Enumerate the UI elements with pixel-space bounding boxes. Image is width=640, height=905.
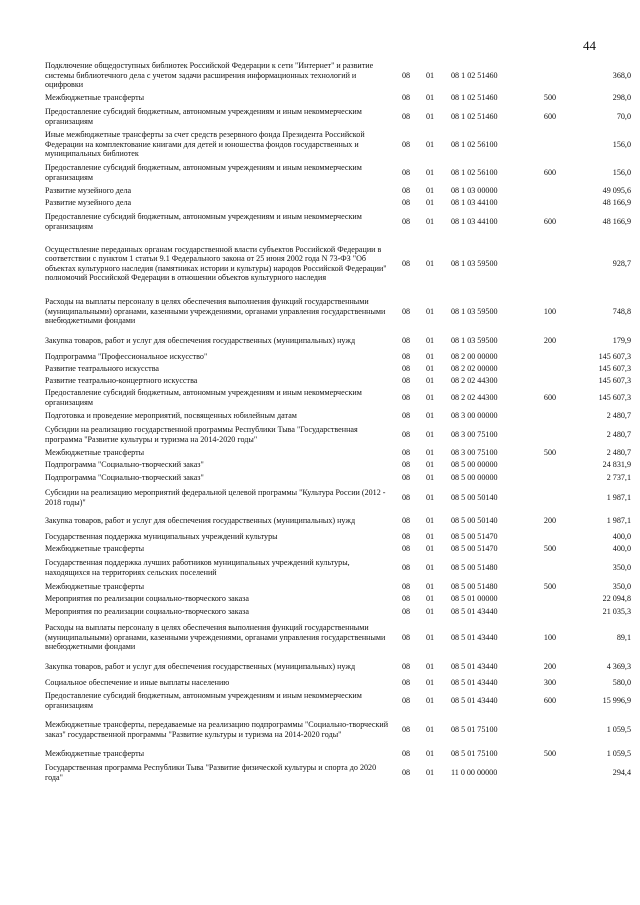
subsection-code: 01 bbox=[425, 632, 435, 642]
table-row bbox=[44, 459, 632, 471]
section-code: 08 bbox=[401, 447, 411, 457]
amount: 179,9 bbox=[612, 335, 631, 345]
expense-name: Подпрограмма "Социально-творческий заказ" bbox=[45, 472, 204, 482]
amount: 368,0 bbox=[612, 70, 631, 80]
table-row bbox=[44, 423, 632, 447]
amount: 15 996,9 bbox=[602, 695, 631, 705]
expense-name: Мероприятия по реализации социально-творческого заказа bbox=[45, 606, 249, 616]
section-code: 08 bbox=[401, 197, 411, 207]
subsection-code: 01 bbox=[425, 258, 435, 268]
target-article-code: 08 5 00 00000 bbox=[451, 459, 498, 469]
section-code: 08 bbox=[401, 185, 411, 195]
target-article-code: 11 0 00 00000 bbox=[451, 767, 498, 777]
subsection-code: 01 bbox=[425, 447, 435, 457]
target-article-code: 08 1 03 59500 bbox=[451, 258, 498, 268]
subsection-code: 01 bbox=[425, 185, 435, 195]
target-article-code: 08 5 01 75100 bbox=[451, 724, 498, 734]
target-article-code: 08 1 02 56100 bbox=[451, 139, 498, 149]
expense-type-code bbox=[532, 593, 568, 605]
expense-name: Межбюджетные трансферты bbox=[45, 92, 145, 102]
expense-type-code bbox=[532, 531, 568, 543]
expense-type-code bbox=[532, 129, 568, 161]
section-code: 08 bbox=[401, 459, 411, 469]
expense-name: Межбюджетные трансферты, передаваемые на реализацию подпрограммы "Социально-творческий заказ" государственной программы "Развитие культуры и туризма на 2014-2020 годы" bbox=[45, 720, 389, 739]
subsection-code: 01 bbox=[425, 515, 435, 525]
budget-table bbox=[44, 60, 632, 785]
expense-type-code bbox=[532, 363, 568, 375]
amount: 145 607,3 bbox=[598, 351, 631, 361]
table-row bbox=[44, 293, 632, 331]
expense-type-code: 500 bbox=[543, 543, 557, 553]
expense-name: Предоставление субсидий бюджетным, автономным учреждениям и иным некоммерческим организациям bbox=[45, 691, 362, 710]
table-row bbox=[44, 60, 632, 91]
table-row bbox=[44, 235, 632, 293]
table-row bbox=[44, 351, 632, 363]
expense-type-code bbox=[532, 197, 568, 209]
subsection-code: 01 bbox=[425, 661, 435, 671]
expense-name: Расходы на выплаты персоналу в целях обеспечения выполнения функций государственными (муниципальными) органами, казенными учреждениями, органами управления государственными внебюджетными фондами bbox=[45, 297, 386, 326]
target-article-code: 08 5 01 43440 bbox=[451, 632, 498, 642]
subsection-code: 01 bbox=[425, 363, 435, 373]
subsection-code: 01 bbox=[425, 593, 435, 603]
section-code: 08 bbox=[401, 492, 411, 502]
table-row bbox=[44, 555, 632, 581]
section-code: 08 bbox=[401, 472, 411, 482]
expense-name: Закупка товаров, работ и услуг для обеспечения государственных (муниципальных) нужд bbox=[45, 335, 356, 345]
subsection-code: 01 bbox=[425, 375, 435, 385]
amount: 1 987,1 bbox=[606, 492, 631, 502]
amount: 145 607,3 bbox=[598, 375, 631, 385]
expense-type-code: 300 bbox=[543, 677, 557, 687]
table-row bbox=[44, 593, 632, 605]
subsection-code: 01 bbox=[425, 562, 435, 572]
target-article-code: 08 5 00 50140 bbox=[451, 492, 498, 502]
amount: 21 035,3 bbox=[602, 606, 631, 616]
subsection-code: 01 bbox=[425, 111, 435, 121]
table-row bbox=[44, 471, 632, 485]
subsection-code: 01 bbox=[425, 392, 435, 402]
amount: 4 369,3 bbox=[606, 661, 631, 671]
amount: 49 095,6 bbox=[602, 185, 631, 195]
expense-name: Подпрограмма "Профессиональное искусство" bbox=[45, 351, 208, 361]
section-code: 08 bbox=[401, 392, 411, 402]
expense-type-code bbox=[532, 185, 568, 197]
subsection-code: 01 bbox=[425, 606, 435, 616]
target-article-code: 08 2 02 44300 bbox=[451, 392, 498, 402]
table-body bbox=[44, 60, 632, 785]
table-row bbox=[44, 657, 632, 677]
target-article-code: 08 1 02 51460 bbox=[451, 70, 498, 80]
table-row bbox=[44, 185, 632, 197]
expense-type-code bbox=[532, 761, 568, 785]
target-article-code: 08 1 03 59500 bbox=[451, 335, 498, 345]
subsection-code: 01 bbox=[425, 472, 435, 482]
section-code: 08 bbox=[401, 531, 411, 541]
section-code: 08 bbox=[401, 632, 411, 642]
section-code: 08 bbox=[401, 661, 411, 671]
amount: 350,0 bbox=[612, 581, 631, 591]
expense-name: Межбюджетные трансферты bbox=[45, 581, 145, 591]
expense-name: Субсидии на реализацию государственной программы Республики Тыва "Государственная программа "Развитие культуры и туризма на 2014-2020 годы" bbox=[45, 425, 358, 444]
table-row bbox=[44, 387, 632, 409]
subsection-code: 01 bbox=[425, 695, 435, 705]
amount: 2 480,7 bbox=[606, 447, 631, 457]
amount: 48 166,9 bbox=[602, 197, 631, 207]
section-code: 08 bbox=[401, 581, 411, 591]
expense-type-code bbox=[532, 423, 568, 447]
table-row bbox=[44, 197, 632, 209]
expense-name: Мероприятия по реализации социально-творческого заказа bbox=[45, 593, 249, 603]
amount: 2 737,1 bbox=[606, 472, 631, 482]
amount: 22 094,8 bbox=[602, 593, 631, 603]
expense-type-code bbox=[532, 375, 568, 387]
subsection-code: 01 bbox=[425, 581, 435, 591]
subsection-code: 01 bbox=[425, 70, 435, 80]
table-row bbox=[44, 531, 632, 543]
target-article-code: 08 5 00 51470 bbox=[451, 543, 498, 553]
target-article-code: 08 5 00 51470 bbox=[451, 531, 498, 541]
subsection-code: 01 bbox=[425, 216, 435, 226]
expense-name: Субсидии на реализацию мероприятий федеральной целевой программы "Культура России (2012 - 2018 годы)" bbox=[45, 488, 386, 507]
expense-name: Социальное обеспечение и иные выплаты населению bbox=[45, 677, 230, 687]
target-article-code: 08 5 01 43440 bbox=[451, 677, 498, 687]
expense-name: Развитие театрального искусства bbox=[45, 363, 159, 373]
table-row bbox=[44, 761, 632, 785]
target-article-code: 08 5 01 43440 bbox=[451, 695, 498, 705]
subsection-code: 01 bbox=[425, 429, 435, 439]
amount: 400,0 bbox=[612, 531, 631, 541]
expense-name: Межбюджетные трансферты bbox=[45, 543, 145, 553]
subsection-code: 01 bbox=[425, 306, 435, 316]
expense-type-code bbox=[532, 605, 568, 619]
amount: 1 059,5 bbox=[606, 724, 631, 734]
subsection-code: 01 bbox=[425, 167, 435, 177]
expense-type-code: 500 bbox=[543, 748, 557, 758]
target-article-code: 08 5 00 51480 bbox=[451, 581, 498, 591]
target-article-code: 08 5 01 43440 bbox=[451, 606, 498, 616]
subsection-code: 01 bbox=[425, 410, 435, 420]
amount: 2 480,7 bbox=[606, 429, 631, 439]
table-row bbox=[44, 91, 632, 105]
section-code: 08 bbox=[401, 335, 411, 345]
section-code: 08 bbox=[401, 410, 411, 420]
target-article-code: 08 1 02 51460 bbox=[451, 111, 498, 121]
expense-name: Межбюджетные трансферты bbox=[45, 447, 145, 457]
expense-name: Подготовка и проведение мероприятий, посвященных юбилейным датам bbox=[45, 410, 297, 420]
amount: 89,1 bbox=[616, 632, 631, 642]
amount: 70,0 bbox=[616, 111, 631, 121]
amount: 24 831,9 bbox=[602, 459, 631, 469]
expense-type-code: 500 bbox=[543, 92, 557, 102]
table-row bbox=[44, 543, 632, 555]
section-code: 08 bbox=[401, 111, 411, 121]
section-code: 08 bbox=[401, 216, 411, 226]
expense-type-code bbox=[532, 713, 568, 747]
subsection-code: 01 bbox=[425, 767, 435, 777]
subsection-code: 01 bbox=[425, 351, 435, 361]
expense-type-code: 600 bbox=[543, 167, 557, 177]
amount: 294,4 bbox=[612, 767, 631, 777]
table-row bbox=[44, 363, 632, 375]
expense-type-code bbox=[532, 409, 568, 423]
expense-name: Государственная поддержка муниципальных учреждений культуры bbox=[45, 531, 278, 541]
expense-type-code bbox=[532, 60, 568, 91]
section-code: 08 bbox=[401, 139, 411, 149]
amount: 298,0 bbox=[612, 92, 631, 102]
section-code: 08 bbox=[401, 748, 411, 758]
expense-name: Предоставление субсидий бюджетным, автономным учреждениям и иным некоммерческим организациям bbox=[45, 388, 362, 407]
section-code: 08 bbox=[401, 593, 411, 603]
expense-type-code bbox=[532, 471, 568, 485]
target-article-code: 08 1 02 56100 bbox=[451, 167, 498, 177]
expense-type-code bbox=[532, 235, 568, 293]
expense-type-code: 500 bbox=[543, 581, 557, 591]
amount: 350,0 bbox=[612, 562, 631, 572]
expense-type-code: 600 bbox=[543, 111, 557, 121]
subsection-code: 01 bbox=[425, 492, 435, 502]
table-row bbox=[44, 605, 632, 619]
expense-name: Осуществление переданных органам государственной власти субъектов Российской Федерации в соответствии с пунктом 1 статьи 9.1 Федерального закона от 25 июня 2002 года N 73-ФЗ "Об объектах культурного наследия (памятниках истории и культуры) народов Российской Федерации" полномочий Российской Федерации в отношении объектов культурного наследия bbox=[45, 244, 387, 283]
table-row bbox=[44, 447, 632, 459]
expense-type-code bbox=[532, 459, 568, 471]
table-row bbox=[44, 331, 632, 351]
expense-name: Предоставление субсидий бюджетным, автономным учреждениям и иным некоммерческим организациям bbox=[45, 163, 362, 182]
expense-type-code: 200 bbox=[543, 661, 557, 671]
target-article-code: 08 3 00 75100 bbox=[451, 429, 498, 439]
table-row bbox=[44, 161, 632, 185]
table-row bbox=[44, 105, 632, 129]
target-article-code: 08 5 00 00000 bbox=[451, 472, 498, 482]
table-row bbox=[44, 713, 632, 747]
target-article-code: 08 2 02 44300 bbox=[451, 375, 498, 385]
subsection-code: 01 bbox=[425, 748, 435, 758]
target-article-code: 08 2 00 00000 bbox=[451, 351, 498, 361]
expense-name: Закупка товаров, работ и услуг для обеспечения государственных (муниципальных) нужд bbox=[45, 515, 356, 525]
section-code: 08 bbox=[401, 429, 411, 439]
amount: 145 607,3 bbox=[598, 363, 631, 373]
target-article-code: 08 5 01 43440 bbox=[451, 661, 498, 671]
target-article-code: 08 1 03 00000 bbox=[451, 185, 498, 195]
subsection-code: 01 bbox=[425, 724, 435, 734]
amount: 400,0 bbox=[612, 543, 631, 553]
expense-name: Межбюджетные трансферты bbox=[45, 748, 145, 758]
subsection-code: 01 bbox=[425, 335, 435, 345]
section-code: 08 bbox=[401, 70, 411, 80]
expense-type-code: 500 bbox=[543, 447, 557, 457]
target-article-code: 08 5 00 50140 bbox=[451, 515, 498, 525]
subsection-code: 01 bbox=[425, 139, 435, 149]
table-row bbox=[44, 375, 632, 387]
target-article-code: 08 2 02 00000 bbox=[451, 363, 498, 373]
expense-name: Предоставление субсидий бюджетным, автономным учреждениям и иным некоммерческим организациям bbox=[45, 212, 362, 231]
table-row bbox=[44, 129, 632, 161]
table-row bbox=[44, 689, 632, 713]
subsection-code: 01 bbox=[425, 543, 435, 553]
target-article-code: 08 1 02 51460 bbox=[451, 92, 498, 102]
table-row bbox=[44, 485, 632, 511]
target-article-code: 08 3 00 00000 bbox=[451, 410, 498, 420]
table-row bbox=[44, 209, 632, 235]
subsection-code: 01 bbox=[425, 531, 435, 541]
table-row bbox=[44, 677, 632, 689]
section-code: 08 bbox=[401, 375, 411, 385]
section-code: 08 bbox=[401, 606, 411, 616]
section-code: 08 bbox=[401, 767, 411, 777]
section-code: 08 bbox=[401, 543, 411, 553]
subsection-code: 01 bbox=[425, 197, 435, 207]
expense-name: Подключение общедоступных библиотек Российской Федерации к сети "Интернет" и развитие системы библиотечного дела с учетом задачи расширения информационных технологий и оцифровки bbox=[45, 61, 374, 90]
expense-type-code: 100 bbox=[543, 632, 557, 642]
table-row bbox=[44, 511, 632, 531]
expense-name: Закупка товаров, работ и услуг для обеспечения государственных (муниципальных) нужд bbox=[45, 661, 356, 671]
expense-name: Государственная поддержка лучших работников муниципальных учреждений культуры, находящихся на территориях сельских поселений bbox=[45, 558, 350, 577]
amount: 156,0 bbox=[612, 139, 631, 149]
section-code: 08 bbox=[401, 258, 411, 268]
page-number: 44 bbox=[583, 38, 596, 53]
expense-type-code bbox=[532, 555, 568, 581]
target-article-code: 08 1 03 44100 bbox=[451, 216, 498, 226]
section-code: 08 bbox=[401, 562, 411, 572]
amount: 1 059,5 bbox=[606, 748, 631, 758]
section-code: 08 bbox=[401, 677, 411, 687]
expense-type-code: 200 bbox=[543, 515, 557, 525]
amount: 748,8 bbox=[612, 306, 631, 316]
amount: 928,7 bbox=[612, 258, 631, 268]
target-article-code: 08 1 03 44100 bbox=[451, 197, 498, 207]
section-code: 08 bbox=[401, 724, 411, 734]
expense-type-code: 100 bbox=[543, 306, 557, 316]
expense-type-code bbox=[532, 351, 568, 363]
table-row bbox=[44, 581, 632, 593]
target-article-code: 08 5 00 51480 bbox=[451, 562, 498, 572]
target-article-code: 08 5 01 00000 bbox=[451, 593, 498, 603]
amount: 580,0 bbox=[612, 677, 631, 687]
expense-name: Иные межбюджетные трансферты за счет средств резервного фонда Президента Российской Федерации на комплектование книгами для детей и юношества фондов государственных и муниципальных библиотек bbox=[45, 130, 365, 159]
expense-name: Развитие музейного дела bbox=[45, 185, 132, 195]
amount: 145 607,3 bbox=[598, 392, 631, 402]
expense-name: Государственная программа Республики Тыва "Развитие физической культуры и спорта до 2020 года" bbox=[45, 763, 377, 782]
table-row bbox=[44, 619, 632, 657]
amount: 2 480,7 bbox=[606, 410, 631, 420]
target-article-code: 08 5 01 75100 bbox=[451, 748, 498, 758]
section-code: 08 bbox=[401, 92, 411, 102]
section-code: 08 bbox=[401, 363, 411, 373]
expense-name: Расходы на выплаты персоналу в целях обеспечения выполнения функций государственными (муниципальными) органами, казенными учреждениями, органами управления государственными внебюджетными фондами bbox=[45, 623, 386, 652]
expense-type-code: 600 bbox=[543, 695, 557, 705]
expense-type-code: 600 bbox=[543, 216, 557, 226]
target-article-code: 08 1 03 59500 bbox=[451, 306, 498, 316]
subsection-code: 01 bbox=[425, 677, 435, 687]
section-code: 08 bbox=[401, 167, 411, 177]
section-code: 08 bbox=[401, 351, 411, 361]
section-code: 08 bbox=[401, 515, 411, 525]
expense-type-code: 600 bbox=[543, 392, 557, 402]
expense-type-code: 200 bbox=[543, 335, 557, 345]
amount: 48 166,9 bbox=[602, 216, 631, 226]
expense-name: Развитие музейного дела bbox=[45, 197, 132, 207]
section-code: 08 bbox=[401, 306, 411, 316]
section-code: 08 bbox=[401, 695, 411, 705]
amount: 1 987,1 bbox=[606, 515, 631, 525]
table-row bbox=[44, 747, 632, 761]
expense-type-code bbox=[532, 485, 568, 511]
expense-name: Предоставление субсидий бюджетным, автономным учреждениям и иным некоммерческим организациям bbox=[45, 107, 362, 126]
target-article-code: 08 3 00 75100 bbox=[451, 447, 498, 457]
expense-name: Подпрограмма "Социально-творческий заказ" bbox=[45, 459, 204, 469]
subsection-code: 01 bbox=[425, 92, 435, 102]
expense-name: Развитие театрально-концертного искусства bbox=[45, 375, 198, 385]
amount: 156,0 bbox=[612, 167, 631, 177]
subsection-code: 01 bbox=[425, 459, 435, 469]
table-row bbox=[44, 409, 632, 423]
